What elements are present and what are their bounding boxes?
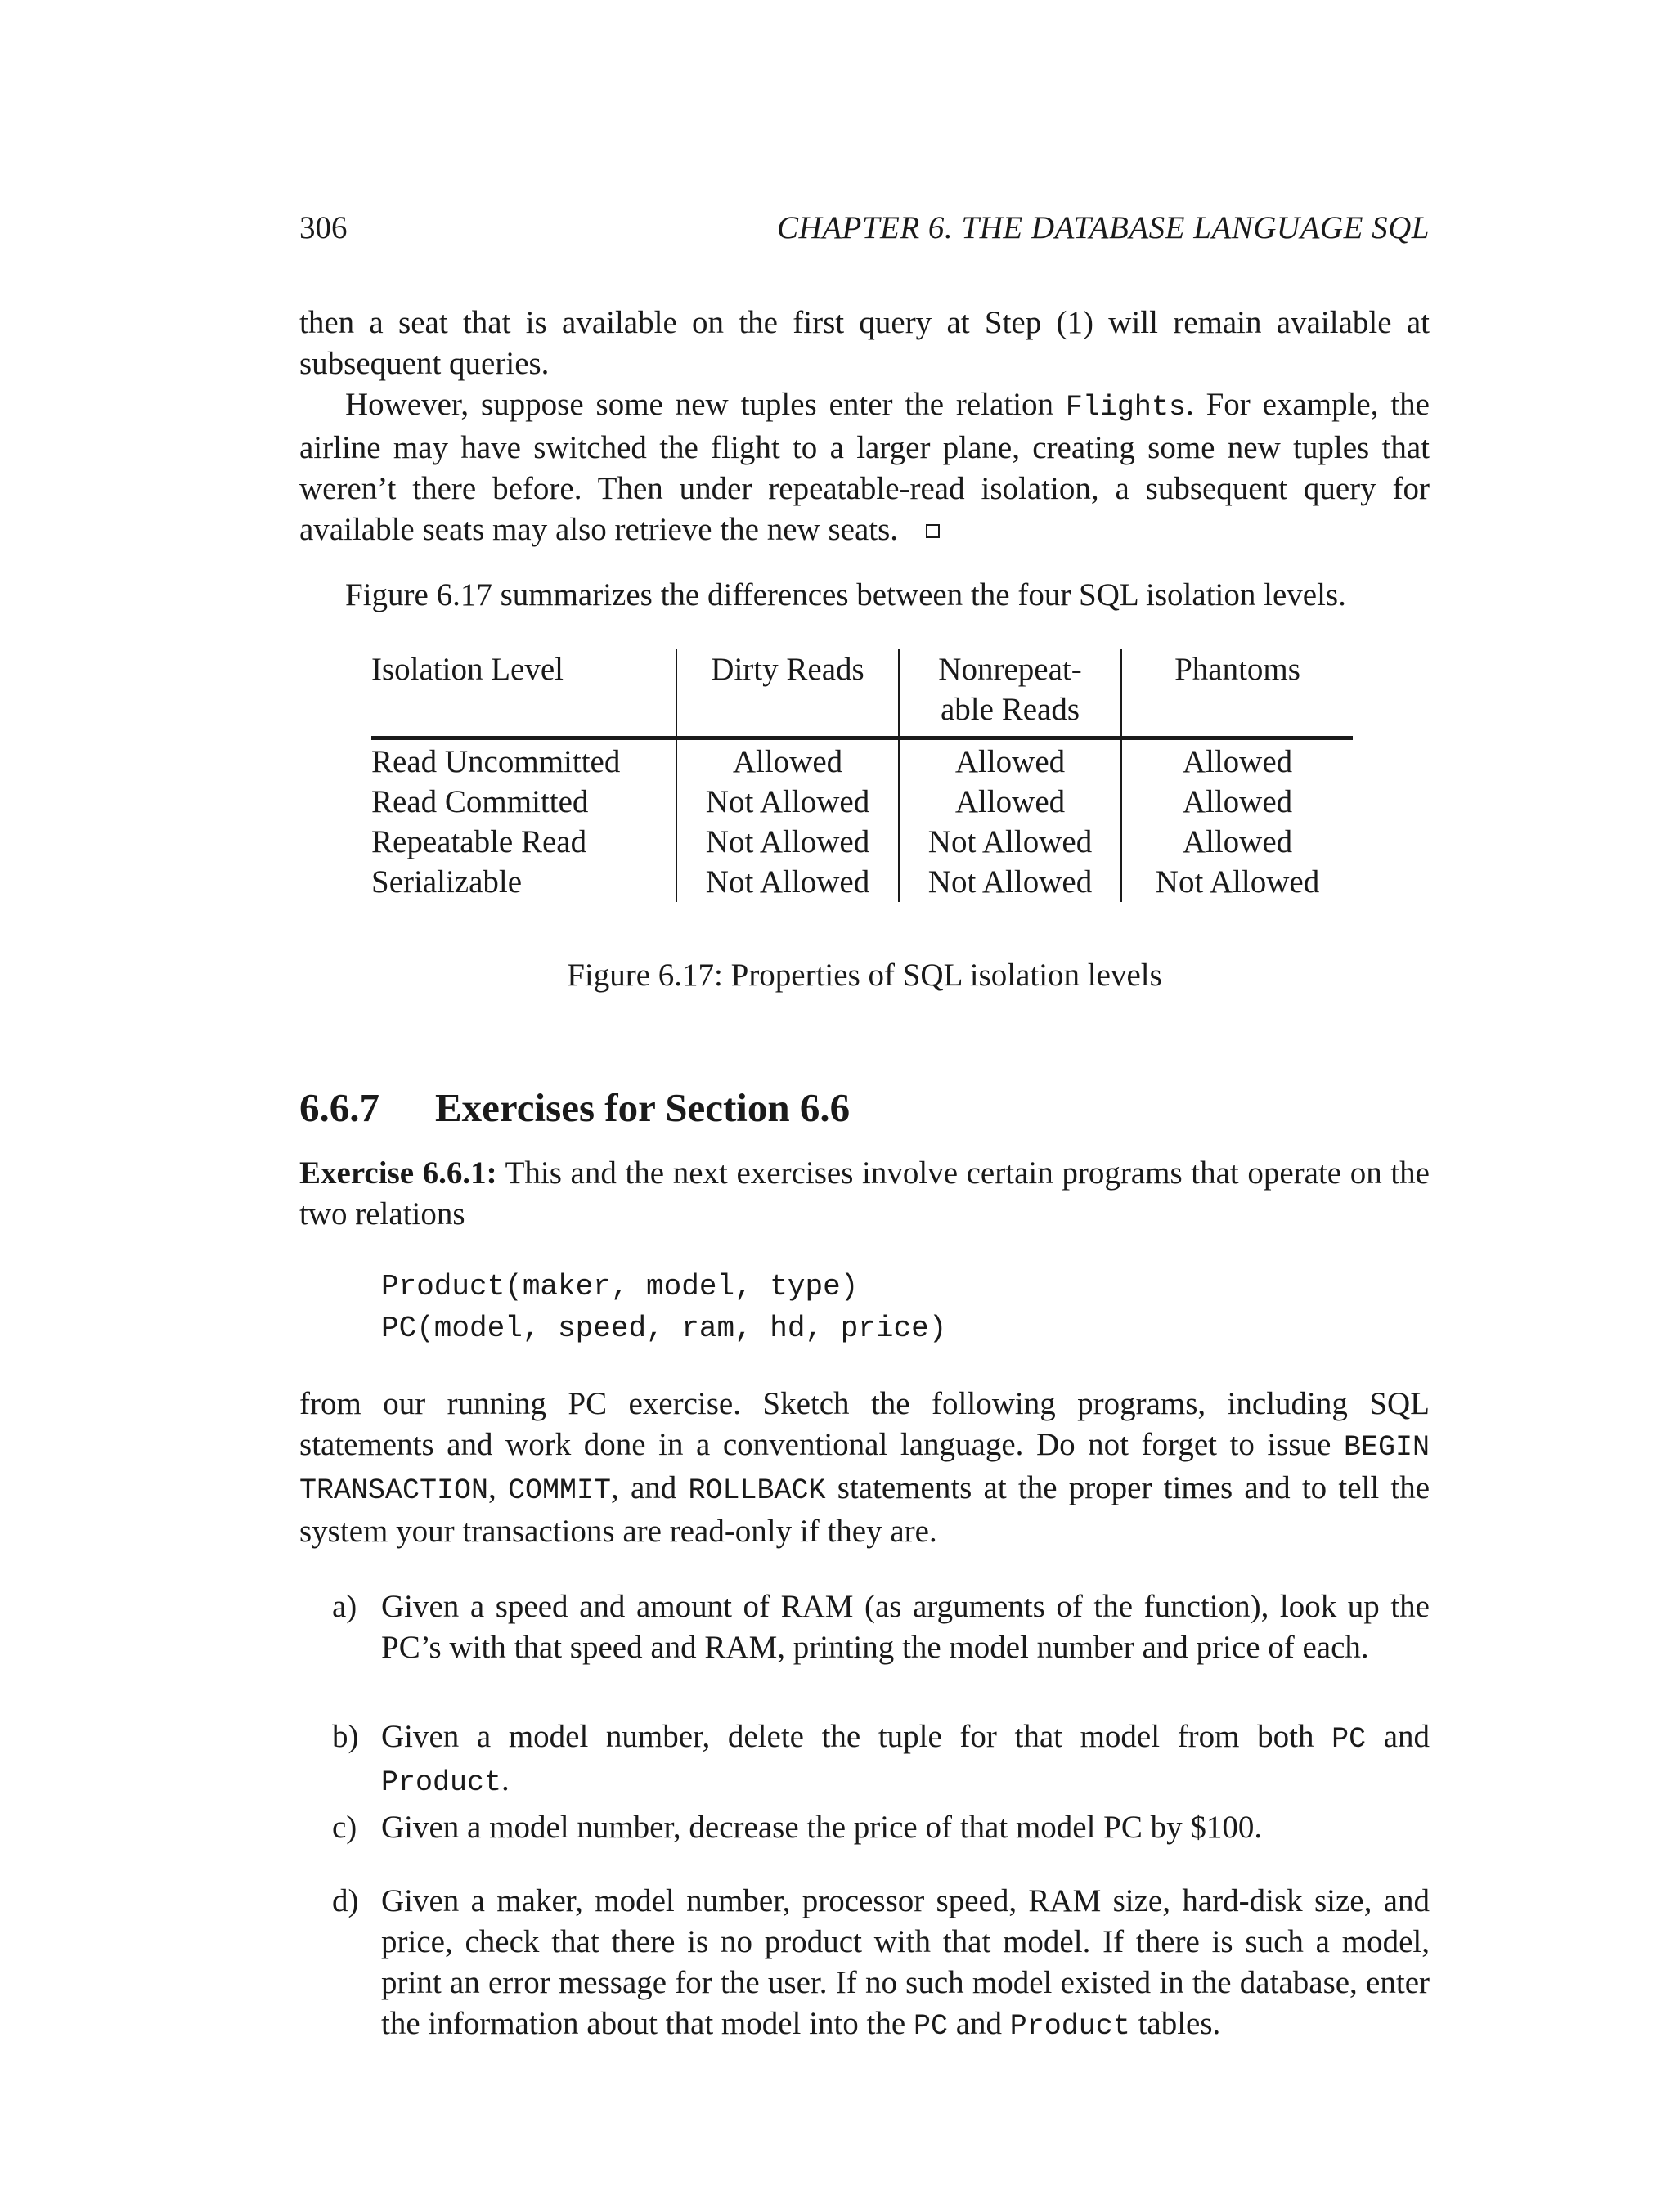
intro-text-before: However, suppose some new tuples enter the relation	[345, 387, 1066, 422]
list-item-d: d) Given a maker, model number, processor speed, RAM size, hard-disk size, and price, check that there is no product with that model. If there is such a model, print an error message for the user. If no such model existed in the database, enter the information about that model into the PC and Product tables.	[299, 1881, 1430, 2047]
exercise-statement	[299, 1153, 1430, 1235]
cell-dirty: Not Allowed	[676, 782, 899, 822]
table-header-row	[371, 649, 1353, 738]
intro-line: then a seat that is available on the first query at Step (1) will remain available at subsequent queries.	[299, 305, 1430, 381]
intro-paragraph-2	[299, 384, 1430, 550]
cell-level: Read Committed	[371, 784, 589, 819]
intro-text-after: . For example, the airline may have switched the flight to a larger plane, creating some new tuples that weren’t there before. Then under repeatable-read isolation, a subsequent query for available seats may also retrieve the new seats.	[299, 387, 1430, 547]
product-code: Product	[381, 1766, 502, 1799]
table-row	[371, 782, 1353, 822]
table-row	[371, 862, 1353, 902]
exercise-text: This and the next exercises involve certain programs that operate on the two relations	[299, 1155, 1430, 1232]
exercise-label: Exercise 6.6.1:	[299, 1155, 497, 1191]
page-number: 306	[299, 210, 348, 245]
section-number: 6.6.7	[299, 1085, 379, 1130]
pc-code: PC	[1331, 1723, 1367, 1756]
cell-level: Repeatable Read	[371, 824, 587, 859]
chapter-title: CHAPTER 6. THE DATABASE LANGUAGE SQL	[777, 210, 1430, 245]
item-marker: a)	[332, 1589, 357, 1624]
header-nonrepeatable-reads: Nonrepeat- able Reads	[899, 649, 1121, 738]
cell-level: Serializable	[371, 864, 523, 900]
table-row	[371, 738, 1353, 783]
figure-caption: Figure 6.17: Properties of SQL isolation levels	[567, 958, 1162, 993]
code-line: PC(model, speed, ram, hd, price)	[381, 1312, 947, 1345]
relation-name-code: Flights	[1065, 391, 1186, 424]
section-title: Exercises for Section 6.6	[435, 1085, 851, 1130]
list-item-c	[299, 1807, 1430, 1848]
rollback-code: ROLLBACK	[688, 1474, 826, 1507]
item-text: Given a maker, model number, processor speed, RAM size, hard-disk size, and price, check that there is no product with that model. If there is such a model, print an error message for the user. If no such model existed in the database, enter the information about that model into the	[381, 1883, 1430, 2041]
cell-nonrepeat: Allowed	[899, 738, 1121, 783]
relation-schemas-code	[381, 1266, 946, 1349]
instructions-text: from our running PC exercise. Sketch the following programs, including SQL statements and work done in a conventional language. Do not forget to issue	[299, 1386, 1430, 1462]
cell-nonrepeat: Not Allowed	[899, 862, 1121, 902]
exercise-instructions: from our running PC exercise. Sketch the following programs, including SQL statements and work done in a conventional language. Do not forget to issue BEGIN TRANSACTION, COMMIT, and ROLLBACK statements at the proper times and to tell the system your transactions are read-only if they are.	[299, 1386, 1430, 1549]
book-page	[299, 0, 1430, 2212]
code-line: Product(maker, model, type)	[381, 1270, 859, 1303]
cell-phantoms: Not Allowed	[1121, 862, 1353, 902]
item-text: Given a model number, decrease the price of that model PC by $100.	[381, 1810, 1263, 1845]
cell-phantoms: Allowed	[1121, 822, 1353, 862]
cell-nonrepeat: Not Allowed	[899, 822, 1121, 862]
instructions-text-end: statements at the proper times and to tell the system your transactions are read-only if they are.	[299, 1470, 1430, 1549]
commit-code: COMMIT	[508, 1474, 612, 1507]
pc-code: PC	[913, 2010, 948, 2043]
section-heading	[299, 1084, 850, 1133]
intro-paragraph-1	[299, 303, 1430, 384]
isolation-levels-table	[371, 649, 1353, 902]
item-marker: c)	[332, 1810, 357, 1845]
item-marker: b)	[332, 1719, 359, 1754]
end-of-example-icon	[926, 524, 940, 538]
running-head	[299, 208, 1430, 249]
cell-phantoms: Allowed	[1121, 738, 1353, 783]
begin-transaction-code: BEGIN TRANSACTION	[299, 1431, 1430, 1507]
list-item-a	[299, 1586, 1430, 1668]
cell-phantoms: Allowed	[1121, 782, 1353, 822]
item-marker: d)	[332, 1883, 359, 1918]
item-text: Given a speed and amount of RAM (as arguments of the function), look up the PC’s with that speed and RAM, printing the model number and price of each.	[381, 1589, 1430, 1665]
cell-dirty: Not Allowed	[676, 862, 899, 902]
cell-level: Read Uncommitted	[371, 738, 676, 783]
list-item-b: b) Given a model number, delete the tuple for that model from both PC and Product.	[299, 1716, 1430, 1803]
table-row	[371, 822, 1353, 862]
item-text: Given a model number, delete the tuple for that model from both	[381, 1719, 1332, 1754]
cell-dirty: Not Allowed	[676, 822, 899, 862]
figure-intro-text: Figure 6.17 summarizes the differences between the four SQL isolation levels.	[345, 577, 1346, 612]
cell-dirty: Allowed	[676, 738, 899, 783]
header-isolation-level: Isolation Level	[371, 652, 564, 687]
header-phantoms: Phantoms	[1121, 649, 1353, 738]
cell-nonrepeat: Allowed	[899, 782, 1121, 822]
header-dirty-reads: Dirty Reads	[676, 649, 899, 738]
product-code: Product	[1009, 2010, 1130, 2043]
